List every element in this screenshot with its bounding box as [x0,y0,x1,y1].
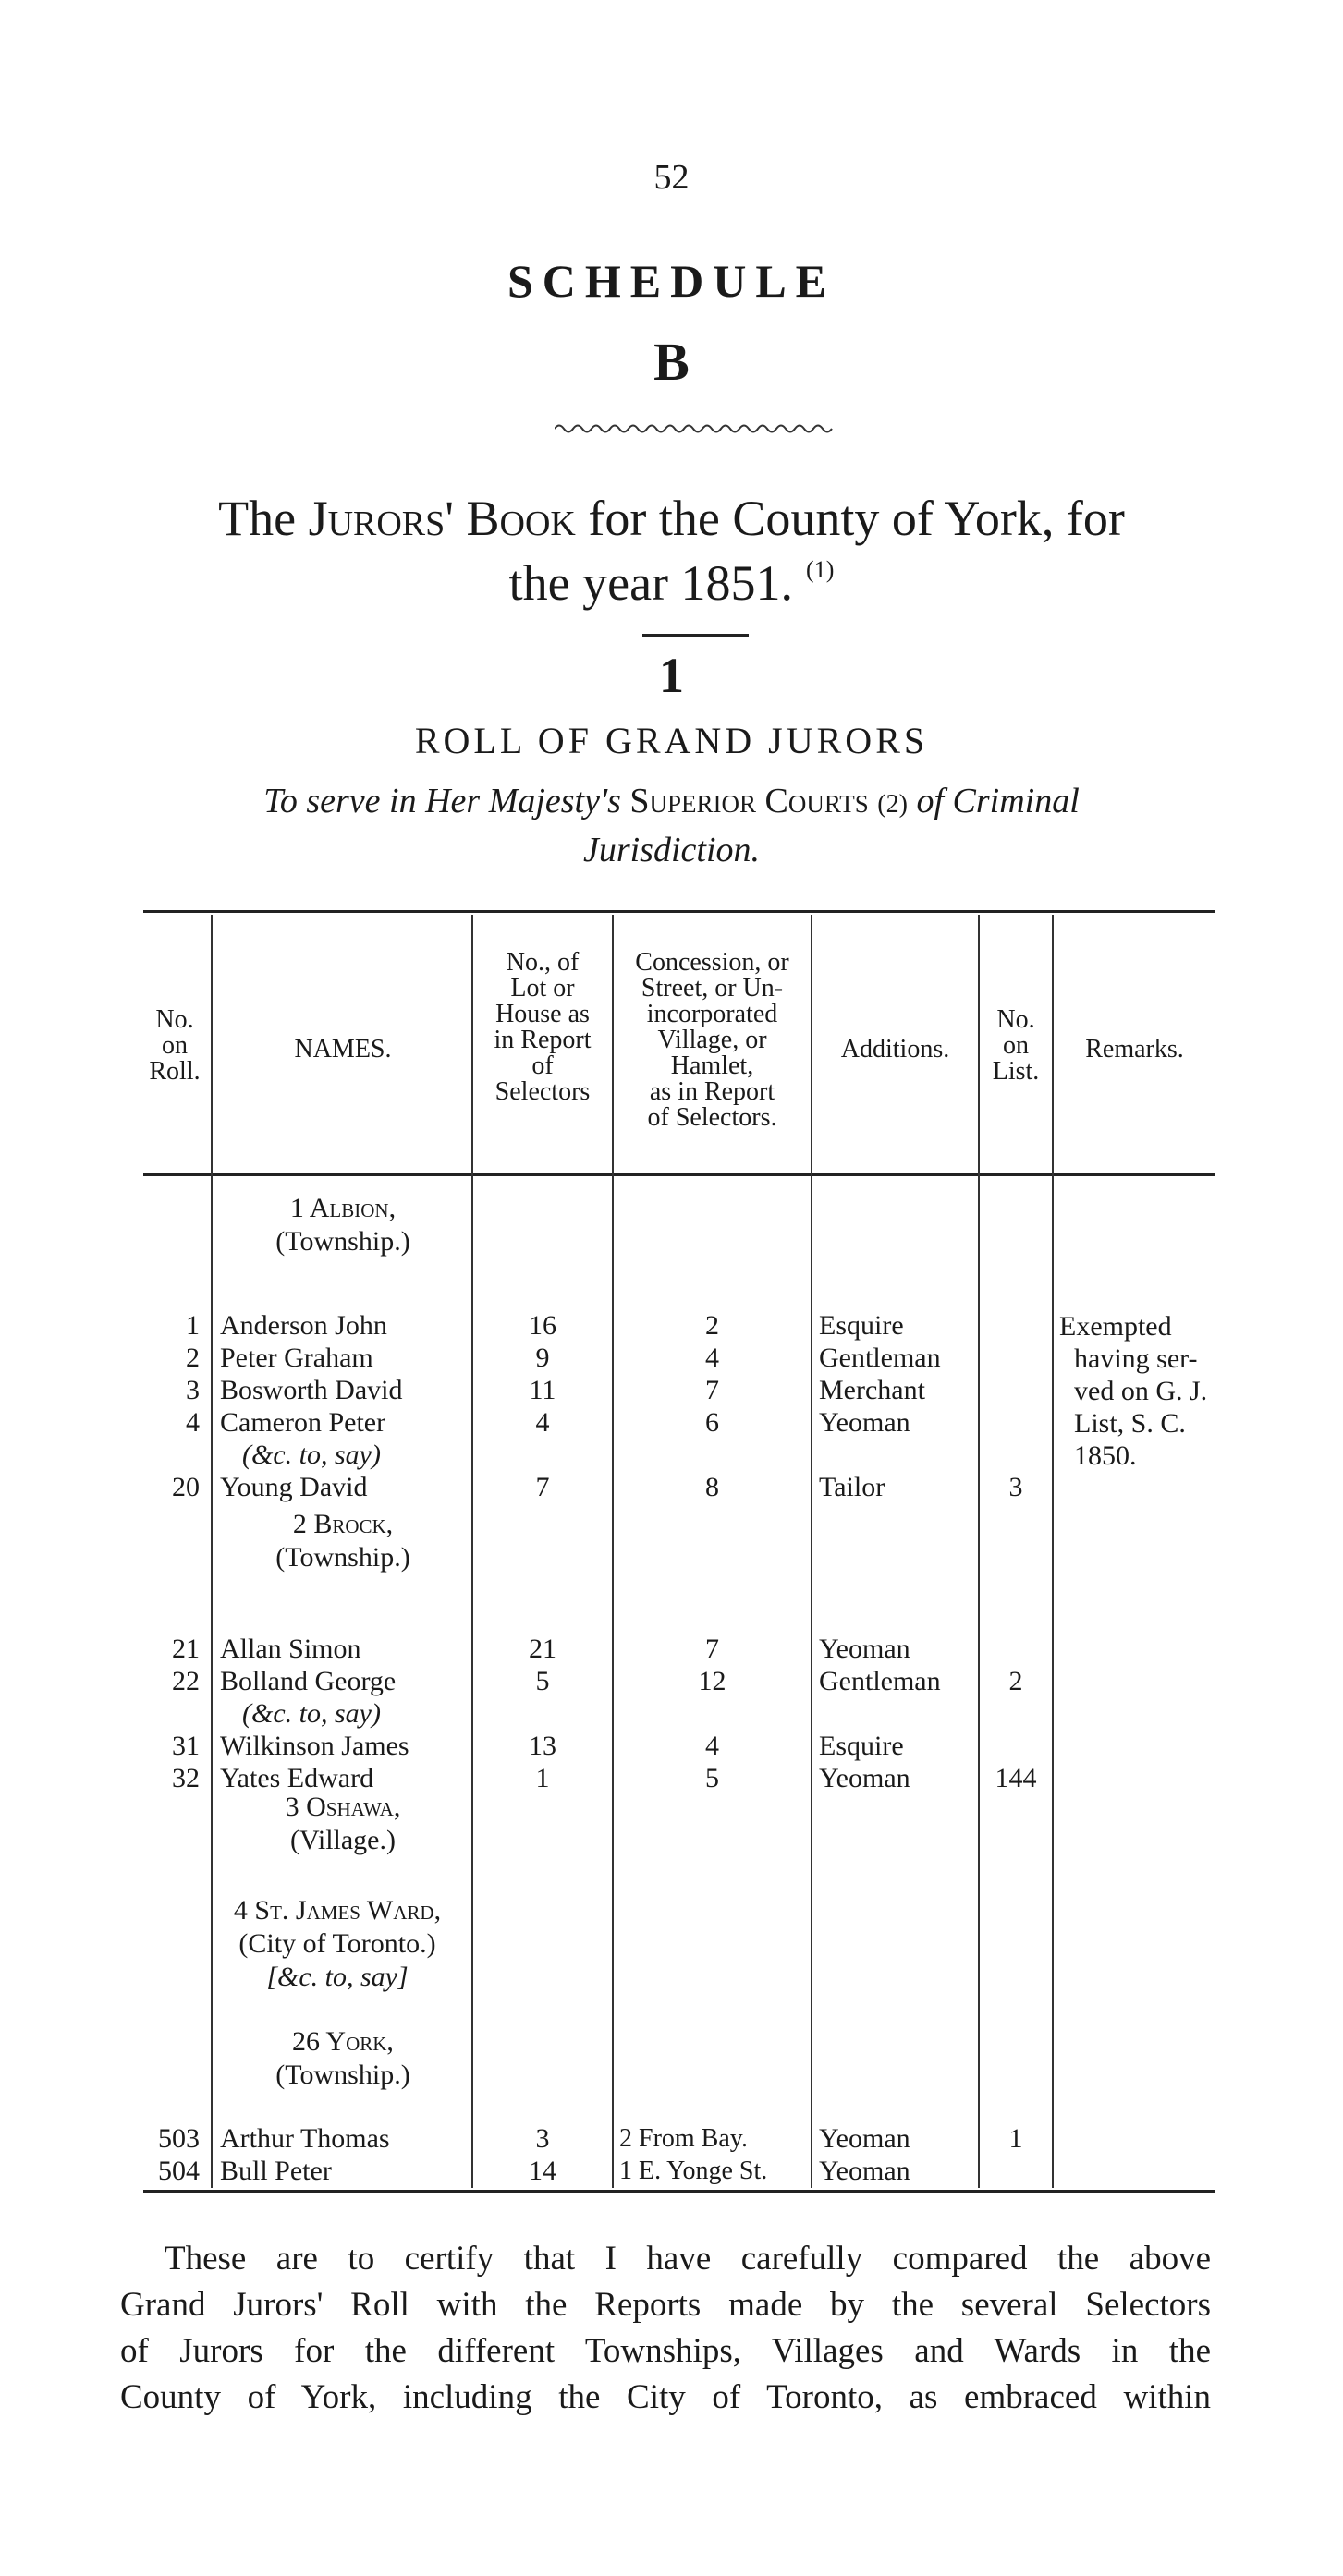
remark-line: ved on G. J. [1074,1376,1208,1406]
cell-addition: Esquire [819,1310,904,1341]
cell-name: Cameron Peter [220,1407,386,1438]
col-divider-5 [978,915,980,2188]
cell-name: Bull Peter [220,2156,332,2186]
title-year: the year 1851. [508,555,794,611]
table-row [0,1666,1343,1699]
cell-addition: Yeoman [819,2123,910,2154]
page-number: 52 [653,158,690,197]
section-line: (Township.) [275,1226,410,1257]
header-line: Roll. [149,1057,201,1086]
cell-concession: 4 [705,1343,719,1373]
remarks-exempted [1059,1310,1212,1472]
roll-sub-courts: Superior Courts [629,782,869,820]
header-concession [614,950,811,1131]
cell-name: Arthur Thomas [220,2123,390,2154]
section-line: 4 St. James Ward, [233,1895,442,1926]
cell-roll: 4 [186,1407,200,1438]
header-line: Street, or Un- [641,974,784,1002]
col-divider-6 [1052,915,1054,2188]
header-line: incorporated [646,1000,778,1028]
cell-concession: 5 [705,1763,719,1793]
cell-concession: 7 [705,1634,719,1664]
col-divider-2 [471,915,473,2188]
cell-roll: 503 [158,2123,200,2154]
header-names: NAMES. [294,1035,392,1063]
table-row [0,2123,1343,2157]
footnote-marker-1: (1) [806,556,835,583]
cell-roll: 22 [172,1666,200,1696]
remark-line: Exempted [1059,1311,1172,1342]
cell-list: 3 [1008,1472,1023,1502]
header-line: on [162,1031,188,1060]
table-top-rule [143,910,1215,913]
roll-subtitle-line-2: Jurisdiction. [582,831,761,869]
section-number: 1 [659,648,684,703]
title-text-e: for the County of York, for [575,491,1125,546]
section-heading-brock [214,1508,471,1574]
section-line: 26 York, [292,2026,394,2057]
col-divider-4 [811,915,812,2188]
cell-lot: 14 [529,2156,556,2186]
col-divider-1 [211,915,213,2188]
certificate-line: County of York, including the City of Toronto, as embraced within [120,2378,1211,2416]
table-row [0,1763,1343,1796]
remark-line: 1850. [1074,1440,1137,1471]
table-bottom-rule [143,2190,1215,2193]
schedule-title: SCHEDULE [507,255,836,307]
header-line: in Report [494,1026,592,1054]
cell-name: Yates Edward [220,1763,374,1793]
cell-name: (&c. to, say) [242,1698,381,1729]
header-line: Selectors [494,1077,591,1106]
certificate-line: Grand Jurors' Roll with the Reports made by the several Selectors [120,2286,1211,2324]
cell-name: Young David [220,1472,368,1502]
header-no-on-roll [139,1007,211,1085]
cell-concession: 1 E. Yonge St. [619,2157,768,2185]
section-heading-york [214,2025,471,2092]
title-text-a: The [218,491,309,546]
cell-lot: 13 [529,1731,556,1761]
table-header-rule [143,1173,1215,1176]
cell-name: Bolland George [220,1666,397,1696]
table-row [0,1698,1343,1732]
header-additions: Additions. [840,1035,950,1063]
section-line: (City of Toronto.) [238,1928,436,1959]
cell-roll: 2 [186,1343,200,1373]
cell-concession: 2 [705,1310,719,1341]
cell-concession: 7 [705,1375,719,1405]
title-book: Book [466,491,576,546]
cell-roll: 31 [172,1731,200,1761]
section-line: [&c. to, say] [266,1962,409,1992]
cell-addition: Gentleman [819,1343,941,1373]
cell-addition: Yeoman [819,1763,910,1793]
cell-lot: 4 [535,1407,550,1438]
table-row [0,1731,1343,1764]
table-row [0,2156,1343,2189]
section-heading-oshawa [214,1791,471,1857]
section-line: (Township.) [275,1542,410,1573]
header-line: List. [992,1057,1040,1086]
certificate-line: These are to certify that I have carefully compared the above [165,2240,1211,2278]
section-line: (Township.) [275,2060,410,2090]
cell-addition: Yeoman [819,1407,910,1438]
cell-roll: 504 [158,2156,200,2186]
cell-lot: 21 [529,1634,556,1664]
cell-lot: 1 [535,1763,550,1793]
header-line: of Selectors. [647,1103,777,1132]
section-line: 3 Oshawa, [285,1792,401,1822]
title-divider [642,634,749,637]
header-line: Concession, or [635,948,789,977]
section-line: (Village.) [290,1825,396,1855]
section-heading-albion [214,1192,471,1258]
cell-list: 1 [1008,2123,1023,2154]
cell-addition: Yeoman [819,2156,910,2186]
cell-name: Allan Simon [220,1634,361,1664]
header-line: No., of [506,948,580,977]
footnote-marker-2: (2) [877,790,908,819]
cell-addition: Merchant [819,1375,925,1405]
header-no-on-list [980,1007,1052,1085]
table-row [0,1472,1343,1505]
section-heading-st-james-ward [200,1894,475,1994]
schedule-letter: B [653,332,690,392]
cell-lot: 5 [535,1666,550,1696]
header-lot [473,950,612,1105]
cell-roll: 21 [172,1634,200,1664]
table-row [0,1634,1343,1667]
cell-roll: 32 [172,1763,200,1793]
cell-concession: 2 From Bay. [619,2124,748,2153]
cell-concession: 12 [698,1666,726,1696]
cell-lot: 11 [529,1375,556,1405]
header-line: as in Report [649,1077,775,1106]
header-line: Lot or [510,974,575,1002]
roll-title: ROLL OF GRAND JURORS [414,720,929,761]
cell-lot: 9 [535,1343,550,1373]
certificate-paragraph [120,2236,1211,2421]
cell-lot: 16 [529,1310,556,1341]
book-title-line-1 [0,490,1343,547]
roll-sub-d: of Criminal [916,782,1080,820]
header-line: on [1003,1031,1029,1060]
remark-line: List, S. C. [1074,1408,1186,1439]
title-space [454,491,467,546]
cell-roll: 1 [186,1310,200,1341]
cell-roll: 3 [186,1375,200,1405]
cell-concession: 6 [705,1407,719,1438]
cell-name: Wilkinson James [220,1731,409,1761]
cell-concession: 4 [705,1731,719,1761]
cell-name: Anderson John [220,1310,387,1341]
roll-subtitle-line-1 [0,781,1343,821]
cell-name: Peter Graham [220,1343,373,1373]
roll-sub-a: To serve in Her Majesty's [263,782,621,820]
cell-list: 144 [995,1763,1037,1793]
header-line: of [531,1051,554,1080]
wavy-rule-ornament [555,420,836,437]
header-line: No. [155,1005,194,1034]
cell-addition: Yeoman [819,1634,910,1664]
cell-name: Bosworth David [220,1375,403,1405]
cell-lot: 7 [535,1472,550,1502]
cell-addition: Esquire [819,1731,904,1761]
header-remarks: Remarks. [1085,1035,1184,1063]
cell-addition: Tailor [819,1472,885,1502]
header-line: House as [495,1000,590,1028]
cell-addition: Gentleman [819,1666,941,1696]
header-line: No. [996,1005,1035,1034]
cell-list: 2 [1008,1666,1023,1696]
remark-line: having ser- [1074,1343,1198,1374]
cell-roll: 20 [172,1472,200,1502]
header-line: Hamlet, [670,1051,754,1080]
cell-lot: 3 [535,2123,550,2154]
cell-name: (&c. to, say) [242,1440,381,1470]
cell-concession: 8 [705,1472,719,1502]
certificate-line: of Jurors for the different Townships, Villages and Wards in the [120,2332,1211,2370]
header-line: Village, or [657,1026,767,1054]
title-jurors: Jurors' [308,491,455,546]
section-line: 2 Brock, [292,1509,394,1539]
book-title-line-2 [0,554,1343,612]
section-line: 1 Albion, [289,1193,397,1223]
